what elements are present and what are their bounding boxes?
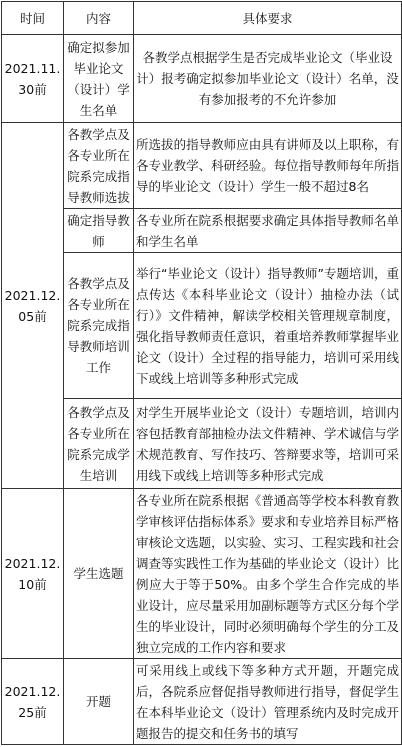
table-row bbox=[2, 123, 402, 209]
content-cell: 确定指导教师 bbox=[64, 209, 134, 253]
table-row bbox=[2, 35, 402, 123]
requirement-cell: 各专业所在院系根据《普通高等学校本科教育教学审核评估指标体系》要求和专业培养目标严格审核论文选题，以实验、实习、工程实践和社会调查等实践性工作为基础的毕业论文（设计）比例应大于等于50%。由多个学生合作完成的毕业设计，应尽量采用加副标题等方式区分每个学生的毕业设计，同时必须明确每个学生的分工及独立完成的工作内容和要求 bbox=[134, 489, 402, 659]
requirement-cell: 所选拔的指导教师应由具有讲师及以上职称，有各专业教学、科研经验。每位指导教师每年所指导的毕业论文（设计）学生一般不超过8名 bbox=[134, 123, 402, 209]
requirement-cell: 各专业所在院系根据要求确定具体指导教师名单和学生名单 bbox=[134, 209, 402, 253]
content-cell: 各教学点及各专业所在院系完成学生培训 bbox=[64, 399, 134, 489]
content-cell: 各教学点及各专业所在院系完成指导教师培训工作 bbox=[64, 253, 134, 399]
requirement-cell: 举行“毕业论文（设计）指导教师”专题培训，重点传达《本科毕业论文（设计）抽检办法（试行）》文件精神，解读学校相关管理规章制度，强化指导教师责任意识，着重培养教师掌握毕业论文（设计）全过程的指导能力，培训可采用线下或线上培训等多种形式完成 bbox=[134, 253, 402, 399]
header-requirement: 具体要求 bbox=[134, 2, 402, 35]
content-cell: 确定拟参加毕业论文（设计）学生名单 bbox=[64, 35, 134, 123]
requirement-cell: 对学生开展毕业论文（设计）专题培训，培训内容包括教育部抽检办法文件精神、学术诚信与学术规范教育、写作技巧、答辩要求等，培训可采用线下或线上培训等多种形式完成 bbox=[134, 399, 402, 489]
header-content: 内容 bbox=[64, 2, 134, 35]
table-header-row bbox=[2, 2, 402, 35]
requirement-cell: 各教学点根据学生是否完成毕业论文（毕业设计）报考确定拟参加毕业论文（设计）名单，没有参加报考的不允许参加 bbox=[134, 35, 402, 123]
header-time: 时间 bbox=[2, 2, 64, 35]
content-cell: 开题 bbox=[64, 659, 134, 745]
requirement-cell: 可采用线上或线下等多种方式开题，开题完成后，各院系应督促指导教师进行指导，督促学生在本科毕业论文（设计）管理系统内及时完成开题报告的提交和任务书的填写 bbox=[134, 659, 402, 745]
time-cell: 2021.12.10前 bbox=[2, 489, 64, 659]
content-cell: 学生选题 bbox=[64, 489, 134, 659]
table-row bbox=[2, 489, 402, 659]
time-cell: 2021.11.30前 bbox=[2, 35, 64, 123]
time-cell: 2021.12.05前 bbox=[2, 123, 64, 489]
time-cell: 2021.12.25前 bbox=[2, 659, 64, 745]
table-row bbox=[2, 659, 402, 745]
schedule-table bbox=[1, 1, 402, 745]
content-cell: 各教学点及各专业所在院系完成指导教师选拔 bbox=[64, 123, 134, 209]
